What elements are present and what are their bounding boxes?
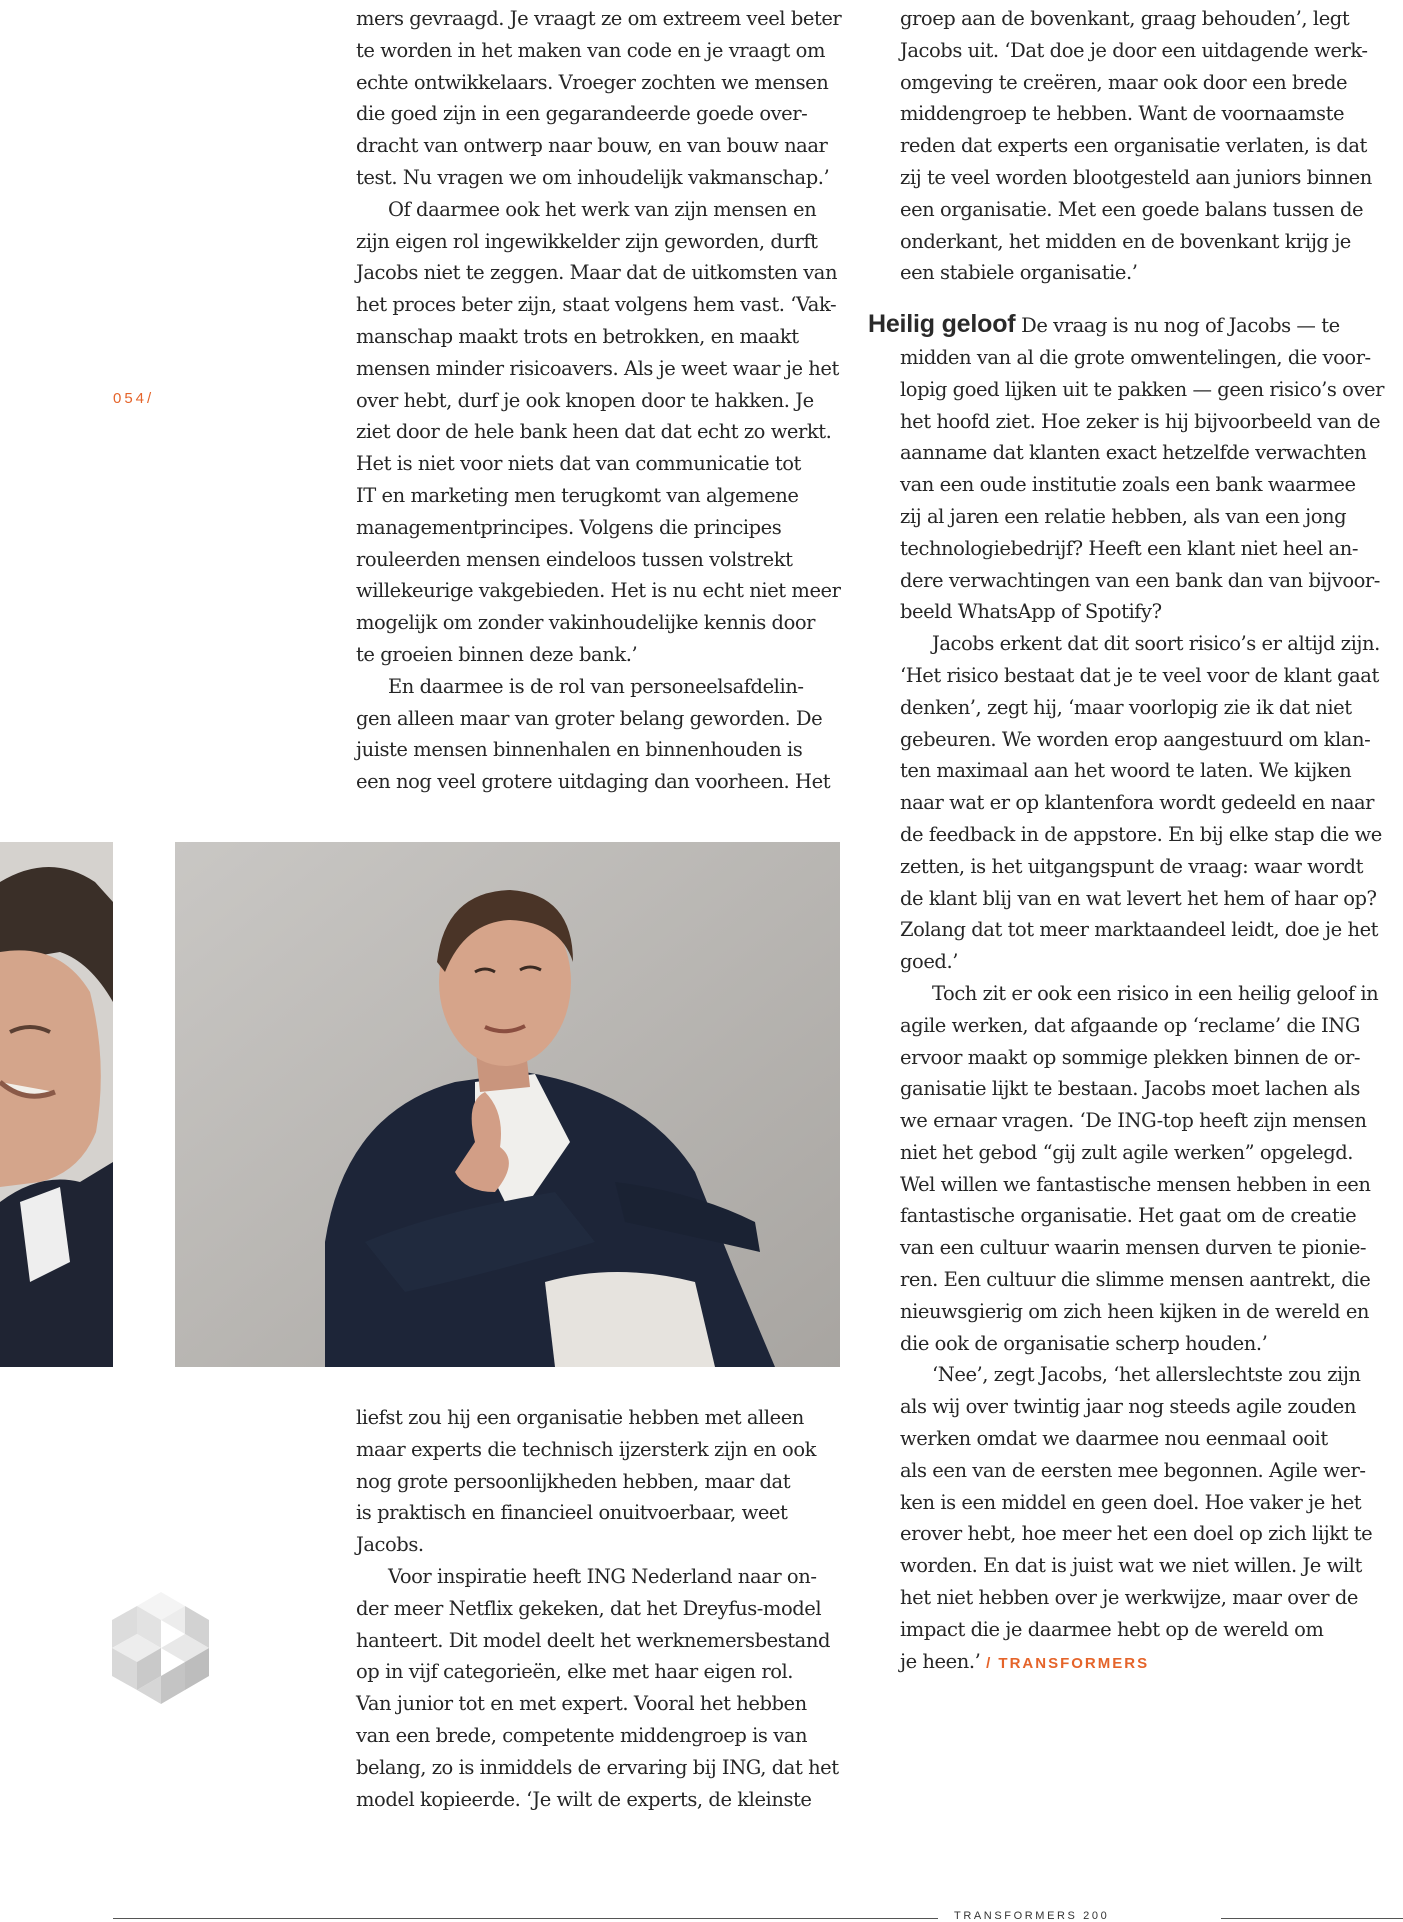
text-line: ganisatie lijkt te bestaan. Jacobs moet lachen als (900, 1077, 1360, 1101)
article-column-left-bottom (356, 1402, 856, 1815)
section-heading: Heilig geloof (868, 310, 1016, 339)
text-line: nog grote persoonlijkheden hebben, maar dat (356, 1469, 791, 1493)
text-line: midden van al die grote omwentelingen, die voor- (900, 345, 1371, 369)
text-line: die ook de organisatie scherp houden.’ (900, 1331, 1268, 1355)
text-line: naar wat er op klantenfora wordt gedeeld en naar (900, 791, 1375, 815)
text-line: een organisatie. Met een goede balans tussen de (900, 197, 1364, 221)
text-line: ten maximaal aan het woord te laten. We kijken (900, 759, 1352, 783)
text-line: belang, zo is inmiddels de ervaring bij ING, dat het (356, 1755, 839, 1779)
text-line: Het is niet voor niets dat van communicatie tot (356, 452, 801, 476)
text-line: worden. En dat is juist wat we niet willen. Je wilt (900, 1554, 1362, 1578)
text-line: de feedback in de appstore. En bij elke stap die we (900, 822, 1382, 846)
text-line: het proces beter zijn, staat volgens hem vast. ‘Vak- (356, 293, 837, 317)
text-line: model kopieerde. ‘Je wilt de experts, de kleinste (356, 1787, 812, 1811)
text-line: zij al jaren een relatie hebben, als van een jong (900, 504, 1347, 528)
text-line: ‘Nee’, zegt Jacobs, ‘het allerslechtste zou zijn (932, 1363, 1361, 1387)
text-line: als wij over twintig jaar nog steeds agile zouden (900, 1395, 1356, 1419)
text-line: is praktisch en financieel onuitvoerbaar, weet (356, 1501, 788, 1525)
text-line: test. Nu vragen we om inhoudelijk vakmanschap.’ (356, 165, 830, 189)
text-line: liefst zou hij een organisatie hebben met alleen (356, 1406, 804, 1429)
text-line: van een brede, competente middengroep is van (356, 1723, 808, 1747)
text-line: mensen minder risicoavers. Als je weet waar je het (356, 356, 839, 380)
cube-logo-icon (112, 1592, 210, 1704)
text-line: gen alleen maar van groter belang geworden. De (356, 706, 823, 730)
text-line: ‘Het risico bestaat dat je te veel voor de klant gaat (900, 663, 1379, 687)
text-line: we ernaar vragen. ‘De ING-top heeft zijn mensen (900, 1109, 1367, 1133)
text-line: middengroep te hebben. Want de voornaamste (900, 102, 1345, 126)
text-line: De vraag is nu nog of Jacobs — te (1021, 314, 1340, 338)
text-line: werken omdat we daarmee nou eenmaal ooit (900, 1427, 1328, 1451)
paragraph (900, 3, 1390, 289)
text-line: Zolang dat tot meer marktaandeel leidt, doe je het (900, 918, 1379, 942)
text-line: technologiebedrijf? Heeft een klant niet heel an- (900, 536, 1358, 560)
footer-rule-left (113, 1918, 938, 1919)
text-line: echte ontwikkelaars. Vroeger zochten we mensen (356, 70, 829, 94)
text-line: het hoofd ziet. Hoe zeker is hij bijvoorbeeld van de (900, 409, 1381, 433)
text-line: over hebt, durf je ook knopen door te hakken. Je (356, 388, 814, 412)
text-line: die goed zijn in een gegarandeerde goede over- (356, 102, 808, 126)
text-line: managementprincipes. Volgens die principes (356, 515, 782, 539)
text-line: zijn eigen rol ingewikkelder zijn geworden, durft (356, 229, 818, 253)
article-column-right (868, 3, 1390, 1679)
text-line: een nog veel grotere uitdaging dan voorheen. Het (356, 770, 831, 794)
text-line: mogelijk om zonder vakinhoudelijke kennis door (356, 611, 816, 635)
text-line: reden dat experts een organisatie verlaten, is dat (900, 134, 1367, 158)
text-line: zetten, is het uitgangspunt de vraag: waar wordt (900, 854, 1363, 878)
text-line: Jacobs. (356, 1533, 424, 1557)
text-line: niet het gebod “gij zult agile werken” opgelegd. (900, 1140, 1354, 1164)
paragraph (900, 978, 1390, 1360)
article-column-left-top (356, 3, 856, 798)
text-line: Jacobs niet te zeggen. Maar dat de uitkomsten van (356, 261, 838, 285)
text-line: juiste mensen binnenhalen en binnenhouden is (356, 738, 803, 762)
text-line: ziet door de hele bank heen dat dat echt zo werkt. (356, 420, 832, 444)
text-line: impact die je daarmee hebt op de wereld om (900, 1617, 1324, 1641)
text-line: agile werken, dat afgaande op ‘reclame’ die ING (900, 1013, 1361, 1037)
paragraph (900, 628, 1390, 978)
cropped-portrait-photo (0, 842, 113, 1367)
text-line: ken is een middel en geen doel. Hoe vaker je het (900, 1490, 1362, 1514)
paragraph (356, 194, 856, 671)
text-line: het niet hebben over je werkwijze, maar over de (900, 1586, 1358, 1610)
text-line: een stabiele organisatie.’ (900, 261, 1138, 285)
text-line: van een cultuur waarin mensen durven te pionie- (900, 1236, 1367, 1260)
text-line: IT en marketing men terugkomt van algemene (356, 483, 799, 507)
text-line: gebeuren. We worden erop aangestuurd om klan- (900, 727, 1371, 751)
paragraph-with-heading (868, 309, 1390, 342)
footer-rule-right (1221, 1918, 1403, 1919)
text-line: erover hebt, hoe meer het een doel op zich lijkt te (900, 1522, 1373, 1546)
text-line: denken’, zegt hij, ‘maar voorlopig zie ik dat niet (900, 695, 1352, 719)
text-line: der meer Netflix gekeken, dat het Dreyfus-model (356, 1596, 822, 1620)
paragraph (900, 342, 1390, 628)
text-line: fantastische organisatie. Het gaat om de creatie (900, 1204, 1357, 1228)
article-signature: / TRANSFORMERS (986, 1654, 1150, 1672)
text-line: je heen.’ (900, 1649, 981, 1673)
text-line: manschap maakt trots en betrokken, en maakt (356, 324, 799, 348)
text-line: goed.’ (900, 950, 958, 974)
text-line: omgeving te creëren, maar ook door een brede (900, 70, 1348, 94)
text-line: als een van de eersten mee begonnen. Agile wer- (900, 1458, 1366, 1482)
text-line: op in vijf categorieën, elke met haar eigen rol. (356, 1660, 794, 1684)
text-line: Jacobs erkent dat dit soort risico’s er altijd zijn. (932, 632, 1380, 656)
text-line: Jacobs uit. ‘Dat doe je door een uitdagende werk- (900, 38, 1368, 62)
text-line: willekeurige vakgebieden. Het is nu echt niet meer (356, 579, 841, 603)
text-line: te worden in het maken van code en je vraagt om (356, 38, 826, 62)
portrait-photo (175, 842, 840, 1367)
text-line: van een oude institutie zoals een bank waarmee (900, 473, 1356, 497)
text-line: En daarmee is de rol van personeelsafdelin- (388, 674, 804, 698)
text-line: rouleerden mensen eindeloos tussen volstrekt (356, 547, 793, 571)
text-line: Wel willen we fantastische mensen hebben in een (900, 1172, 1371, 1196)
text-line: Voor inspiratie heeft ING Nederland naar on- (388, 1564, 817, 1588)
text-line: mers gevraagd. Je vraagt ze om extreem veel beter (356, 7, 842, 30)
text-line: te groeien binnen deze bank.’ (356, 642, 638, 666)
text-line: lopig goed lijken uit te pakken — geen risico’s over (900, 377, 1385, 401)
text-line: nieuwsgierig om zich heen kijken in de wereld en (900, 1299, 1370, 1323)
text-line: dracht van ontwerp naar bouw, en van bouw naar (356, 134, 828, 158)
text-line: Toch zit er ook een risico in een heilig geloof in (932, 981, 1379, 1005)
text-line: Of daarmee ook het werk van zijn mensen en (388, 197, 817, 221)
text-line: maar experts die technisch ijzersterk zijn en ook (356, 1437, 816, 1461)
footer-rule (113, 1918, 1403, 1919)
page-number: 054/ (113, 390, 155, 407)
footer-label: TRANSFORMERS 200 (946, 1910, 1117, 1922)
paragraph (900, 1359, 1390, 1679)
paragraph (356, 671, 856, 798)
text-line: zij te veel worden blootgesteld aan juniors binnen (900, 165, 1372, 189)
paragraph (356, 3, 856, 194)
text-line: de klant blij van en wat levert het hem of haar op? (900, 886, 1377, 910)
text-line: ervoor maakt op sommige plekken binnen de or- (900, 1045, 1361, 1069)
text-line: dere verwachtingen van een bank dan van bijvoor- (900, 568, 1380, 592)
paragraph (356, 1402, 856, 1561)
text-line: ren. Een cultuur die slimme mensen aantrekt, die (900, 1268, 1371, 1292)
text-line: hanteert. Dit model deelt het werknemersbestand (356, 1628, 830, 1652)
text-line: onderkant, het midden en de bovenkant krijg je (900, 229, 1351, 253)
paragraph (356, 1561, 856, 1815)
text-line: beeld WhatsApp of Spotify? (900, 600, 1162, 624)
text-line: groep aan de bovenkant, graag behouden’, legt (900, 7, 1350, 30)
text-line: Van junior tot en met expert. Vooral het hebben (356, 1692, 807, 1716)
text-line: aanname dat klanten exact hetzelfde verwachten (900, 441, 1367, 465)
